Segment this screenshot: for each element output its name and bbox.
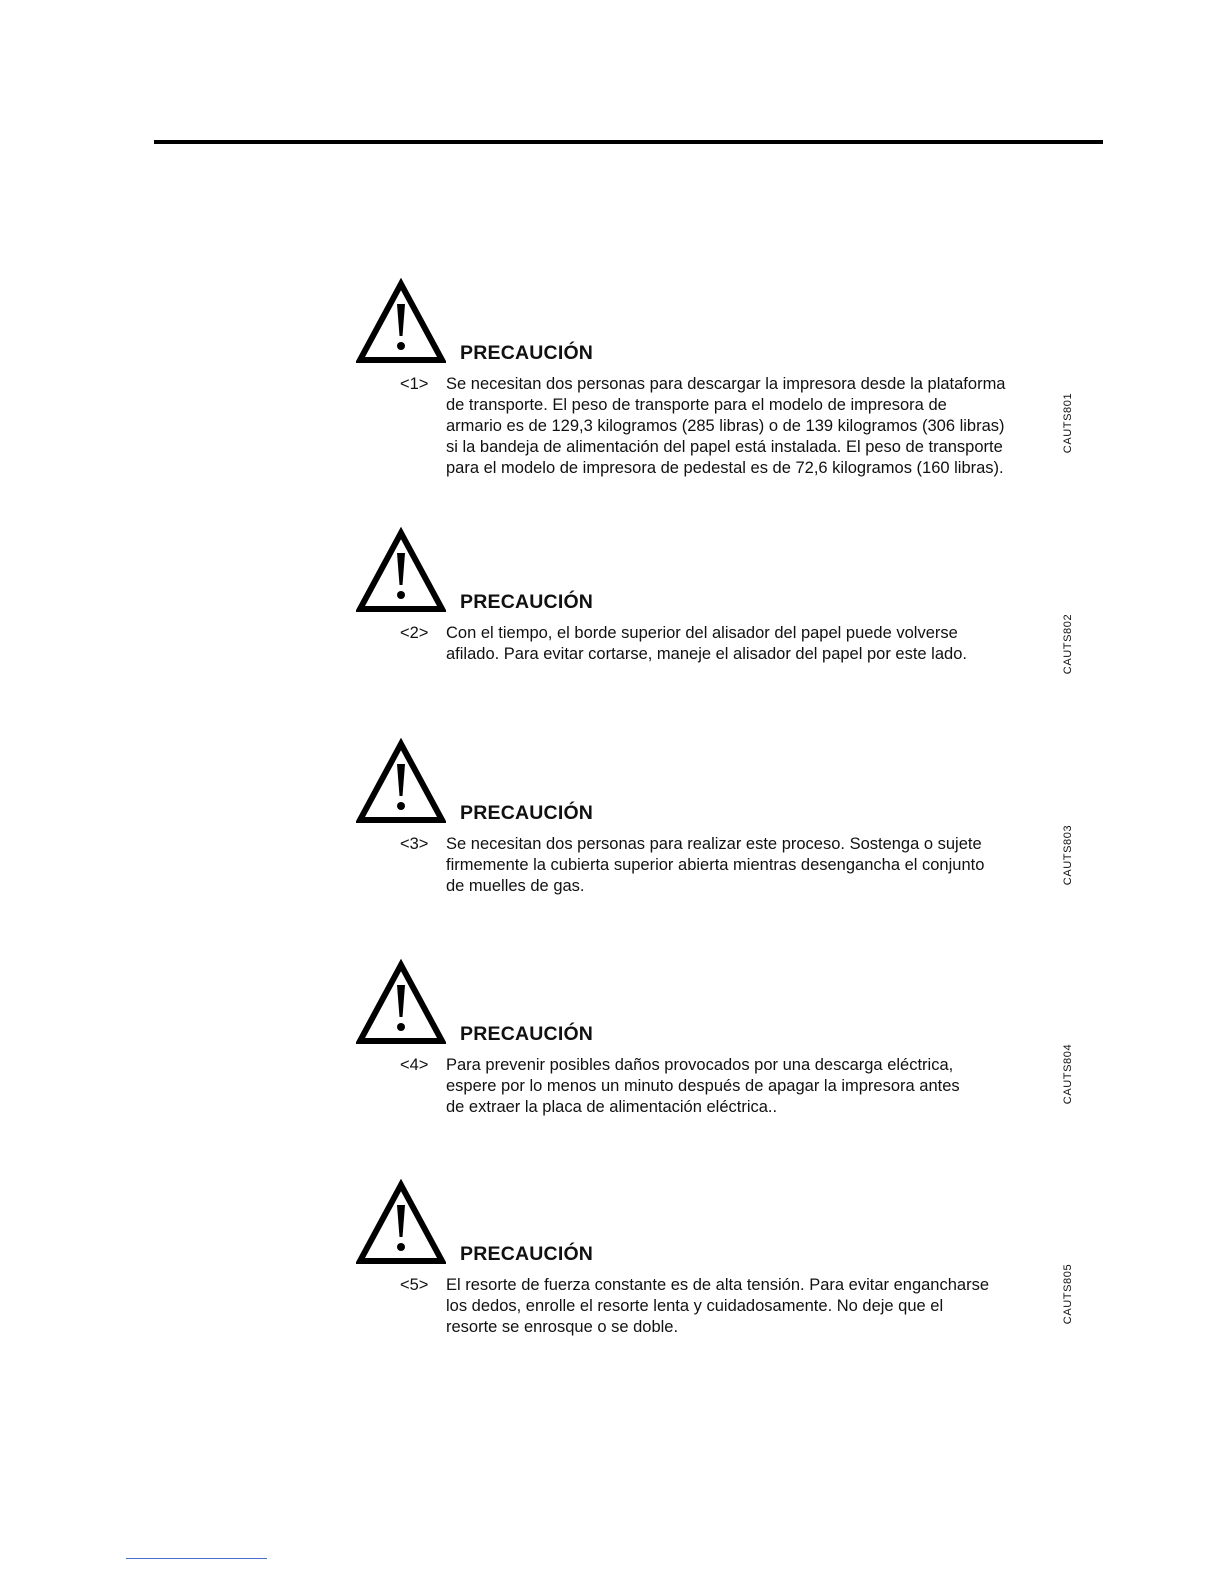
caution-text-line: para el modelo de impresora de pedestal es de 72,6 kilogramos (160 libras). [446, 459, 1004, 477]
caution-code-label: CAUTS803 [1062, 824, 1074, 886]
caution-number: <1> [400, 375, 429, 393]
caution-text-line: resorte se enrosque o se doble. [446, 1318, 679, 1336]
caution-text [446, 1055, 1066, 1118]
caution-code-label: CAUTS802 [1062, 613, 1074, 675]
caution-number: <2> [400, 624, 429, 642]
caution-text-line: Se necesitan dos personas para descargar la impresora desde la plataforma [446, 375, 1006, 393]
caution-code [1062, 1039, 1074, 1109]
caution-title: PRECAUCIÓN [460, 802, 594, 824]
warning-triangle-icon [356, 278, 446, 364]
caution-text-line: Para prevenir posibles daños provocados por una descarga eléctrica, [446, 1056, 954, 1074]
caution-text-line: los dedos, enrolle el resorte lenta y cuidadosamente. No deje que el [446, 1297, 944, 1315]
caution-text-line: de muelles de gas. [446, 877, 585, 895]
caution-text-line: Con el tiempo, el borde superior del alisador del papel puede volverse [446, 624, 958, 642]
caution-text-line: El resorte de fuerza constante es de alta tensión. Para evitar engancharse [446, 1276, 989, 1294]
caution-text-line: firmemente la cubierta superior abierta mientras desengancha el conjunto [446, 856, 985, 874]
caution-code-label: CAUTS805 [1062, 1263, 1074, 1325]
caution-text-line: armario es de 129,3 kilogramos (285 libras) o de 139 kilogramos (306 libras) [446, 417, 1005, 435]
warning-triangle-icon [356, 527, 446, 613]
caution-text-line: de transporte. El peso de transporte para el modelo de impresora de [446, 396, 947, 414]
warning-triangle-icon [356, 1179, 446, 1265]
caution-title: PRECAUCIÓN [460, 342, 594, 364]
caution-code-label: CAUTS804 [1062, 1043, 1074, 1105]
caution-code [1062, 1259, 1074, 1329]
caution-number: <4> [400, 1056, 429, 1074]
caution-title: PRECAUCIÓN [460, 591, 594, 613]
caution-text-line: de extraer la placa de alimentación eléctrica.. [446, 1098, 778, 1116]
caution-code-label: CAUTS801 [1062, 392, 1074, 454]
caution-number: <5> [400, 1276, 429, 1294]
caution-code [1062, 609, 1074, 679]
caution-text-line: espere por lo menos un minuto después de apagar la impresora antes [446, 1077, 960, 1095]
caution-text [446, 834, 1066, 897]
caution-text [446, 1275, 1066, 1338]
warning-triangle-icon [356, 959, 446, 1045]
footer-link-underline[interactable] [126, 1558, 267, 1559]
caution-text-line: si la bandeja de alimentación del papel está instalada. El peso de transporte [446, 438, 1003, 456]
caution-code [1062, 820, 1074, 890]
caution-text [446, 374, 1066, 479]
top-rule [154, 140, 1103, 144]
caution-title: PRECAUCIÓN [460, 1243, 594, 1265]
caution-text-line: Se necesitan dos personas para realizar este proceso. Sostenga o sujete [446, 835, 982, 853]
caution-code [1062, 388, 1074, 458]
warning-triangle-icon [356, 738, 446, 824]
caution-title: PRECAUCIÓN [460, 1023, 594, 1045]
caution-number: <3> [400, 835, 429, 853]
caution-text-line: afilado. Para evitar cortarse, maneje el alisador del papel por este lado. [446, 645, 967, 663]
caution-text [446, 623, 1066, 665]
